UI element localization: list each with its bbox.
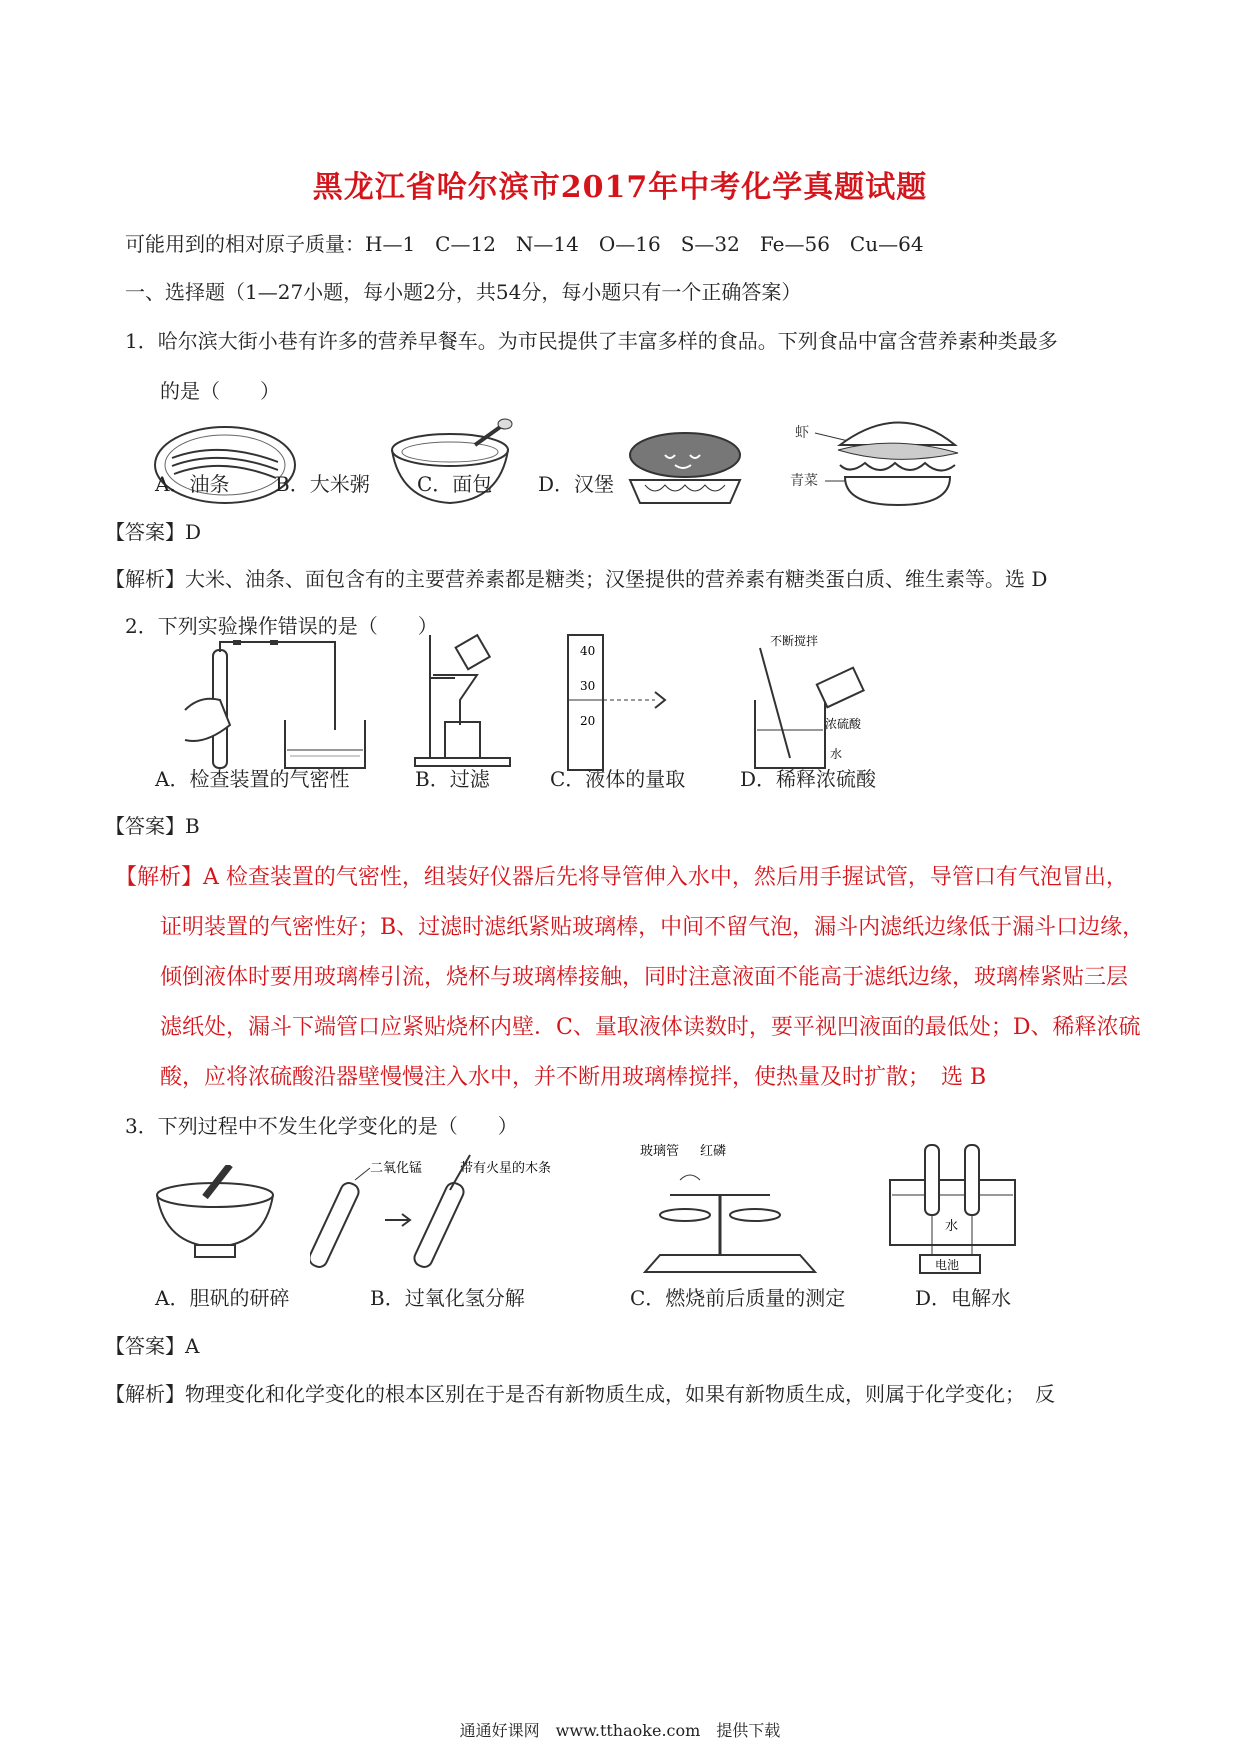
q3-option-b: B．过氧化氢分解: [370, 1286, 525, 1310]
electrolysis-figure: [880, 1140, 1030, 1280]
dilute-acid-figure: [735, 630, 910, 775]
q1-option-c: C．面包: [417, 472, 493, 496]
atomic-masses: 可能用到的相对原子质量：H—1 C—12 N—14 O—16 S—32 Fe—56 Cu—64: [125, 232, 924, 256]
q3-option-c: C．燃烧前后质量的测定: [630, 1286, 846, 1310]
cylinder-reading-figure: [560, 630, 670, 775]
water-label-q3: 水: [945, 1219, 959, 1234]
splint-label: 带有火星的木条: [460, 1161, 552, 1176]
q3-answer: 【答案】A: [105, 1334, 200, 1358]
hamburger-figure: [790, 405, 960, 515]
page-title: 黑龙江省哈尔滨市2017年中考化学真题试题: [312, 170, 928, 205]
filtration-figure: [405, 630, 515, 775]
acid-label: 浓硫酸: [825, 717, 862, 731]
q3-analysis: 【解析】物理变化和化学变化的根本区别在于是否有新物质生成，如果有新物质生成，则属于化学变化； 反: [105, 1382, 1055, 1406]
q2-analysis-line3: 倾倒液体时要用玻璃棒引流，烧杯与玻璃棒接触，同时注意液面不能高于滤纸边缘，玻璃棒紧贴三层: [160, 965, 1129, 990]
airtightness-check-figure: [175, 640, 375, 775]
q2-analysis-line4: 滤纸处，漏斗下端管口应紧贴烧杯内壁．C、量取液体读数时，要平视凹液面的最低处；D、稀释浓硫: [160, 1015, 1141, 1040]
q1-stem-line1: 1．哈尔滨大街小巷有许多的营养早餐车。为市民提供了丰富多样的食品。下列食品中富含营养素种类最多: [125, 329, 1058, 353]
q2-option-c: C．液体的量取: [550, 767, 686, 791]
q1-option-b: B．大米粥: [275, 472, 370, 496]
q2-analysis-line2: 证明装置的气密性好；B、过滤时滤纸紧贴玻璃棒，中间不留气泡，漏斗内滤纸边缘低于漏斗口边缘，: [160, 915, 1145, 940]
q1-option-d: D．汉堡: [538, 472, 615, 496]
tick-30: 30: [580, 679, 596, 693]
q2-option-d: D．稀释浓硫酸: [740, 767, 877, 791]
q1-option-a: A．油条: [155, 472, 230, 496]
balance-figure: [640, 1140, 830, 1280]
q2-stem: 2．下列实验操作错误的是（ ）: [125, 614, 438, 638]
q3-stem: 3．下列过程中不发生化学变化的是（ ）: [125, 1114, 518, 1138]
mortar-figure: [150, 1165, 280, 1265]
tick-40: 40: [580, 644, 596, 658]
q2-option-a: A．检查装置的气密性: [155, 767, 350, 791]
q1-stem-line2: 的是（ ）: [160, 379, 280, 403]
q2-answer: 【答案】B: [105, 814, 200, 838]
bread-figure: [615, 425, 755, 510]
q3-option-a: A．胆矾的研碎: [155, 1286, 290, 1310]
shrimp-label: 虾: [795, 425, 809, 441]
peroxide-decomposition-figure: [310, 1150, 570, 1280]
q1-answer: 【答案】D: [105, 520, 202, 544]
stir-label: 不断搅拌: [770, 634, 819, 648]
mno2-label: 二氧化锰: [370, 1161, 423, 1176]
q1-analysis: 【解析】大米、油条、面包含有的主要营养素都是糖类；汉堡提供的营养素有糖类蛋白质、维生素等。选 D: [105, 567, 1048, 591]
q2-analysis-line1: 【解析】A 检查装置的气密性，组装好仪器后先将导管伸入水中，然后用手握试管，导管口有气泡冒出，: [115, 865, 1128, 890]
vegetable-label: 青菜: [790, 473, 818, 489]
tick-20: 20: [580, 714, 596, 728]
water-label: 水: [830, 747, 843, 761]
footer: 通通好课网 www.tthaoke.com 提供下载: [459, 1721, 781, 1740]
q2-analysis-line5: 酸，应将浓硫酸沿器壁慢慢注入水中，并不断用玻璃棒搅拌，使热量及时扩散； 选 B: [160, 1065, 987, 1090]
q3-option-d: D．电解水: [915, 1286, 1012, 1310]
battery-label: 电池: [935, 1258, 960, 1272]
section-heading: 一、选择题（1—27小题，每小题2分，共54分，每小题只有一个正确答案）: [125, 280, 802, 304]
red-phos-label: 红磷: [700, 1144, 727, 1159]
q2-option-b: B．过滤: [415, 767, 490, 791]
glass-tube-label: 玻璃管: [640, 1144, 680, 1159]
